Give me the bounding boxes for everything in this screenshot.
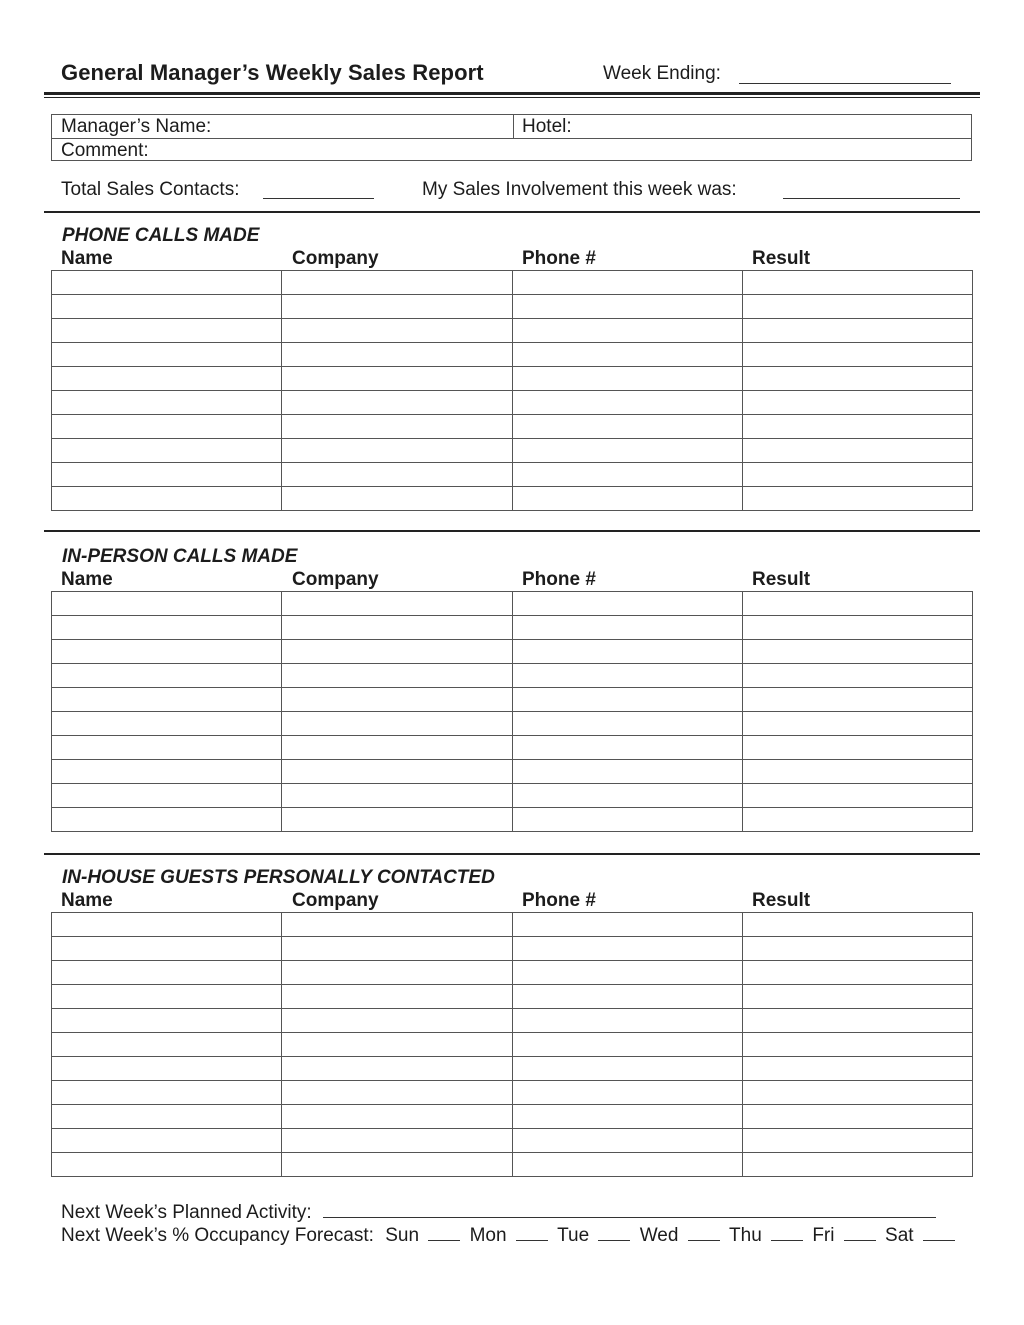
table-cell[interactable]: [742, 1057, 972, 1081]
table-cell[interactable]: [282, 1153, 512, 1177]
table-row: [52, 961, 973, 985]
table-cell[interactable]: [742, 937, 972, 961]
table-cell[interactable]: [282, 319, 512, 343]
table-cell[interactable]: [512, 784, 742, 808]
table-cell[interactable]: [282, 1057, 512, 1081]
table-cell[interactable]: [512, 271, 742, 295]
table-row: [52, 367, 973, 391]
table-row: [52, 616, 973, 640]
forecast-field-fri[interactable]: [844, 1223, 876, 1241]
table-cell[interactable]: [742, 616, 972, 640]
table-cell[interactable]: [282, 688, 512, 712]
table-cell[interactable]: [742, 487, 972, 511]
phone-col-phone: Phone #: [522, 248, 596, 269]
day-label-thu: Thu: [729, 1225, 762, 1246]
table-cell[interactable]: [742, 640, 972, 664]
table-cell[interactable]: [52, 463, 282, 487]
table-row: [52, 487, 973, 511]
table-cell[interactable]: [52, 1129, 282, 1153]
forecast-field-tue[interactable]: [598, 1223, 630, 1241]
table-cell[interactable]: [282, 487, 512, 511]
table-row: [52, 1081, 973, 1105]
table-cell[interactable]: [282, 391, 512, 415]
manager-name-field[interactable]: [222, 115, 507, 137]
table-cell[interactable]: [282, 1033, 512, 1057]
phone-calls-table: [51, 270, 973, 511]
table-cell[interactable]: [742, 391, 972, 415]
day-label-tue: Tue: [557, 1225, 590, 1246]
table-row: [52, 664, 973, 688]
table-cell[interactable]: [512, 985, 742, 1009]
table-row: [52, 985, 973, 1009]
table-cell[interactable]: [282, 367, 512, 391]
table-cell[interactable]: [512, 664, 742, 688]
table-cell[interactable]: [282, 913, 512, 937]
table-cell[interactable]: [52, 592, 282, 616]
phone-col-result: Result: [752, 248, 811, 269]
phone-col-company: Company: [292, 248, 379, 269]
table-cell[interactable]: [282, 271, 512, 295]
table-cell[interactable]: [52, 664, 282, 688]
table-cell[interactable]: [52, 271, 282, 295]
table-row: [52, 688, 973, 712]
in-person-col-name: Name: [61, 569, 113, 590]
table-cell[interactable]: [52, 985, 282, 1009]
table-cell[interactable]: [742, 271, 972, 295]
manager-name-label: Manager’s Name:: [61, 116, 212, 137]
section-title-in-house-guests: IN-HOUSE GUESTS PERSONALLY CONTACTED: [62, 867, 495, 888]
table-cell[interactable]: [282, 343, 512, 367]
in-person-col-result: Result: [752, 569, 811, 590]
table-cell[interactable]: [512, 295, 742, 319]
table-cell[interactable]: [742, 736, 972, 760]
table-cell[interactable]: [282, 415, 512, 439]
table-cell[interactable]: [742, 1081, 972, 1105]
table-cell[interactable]: [52, 1033, 282, 1057]
table-row: [52, 913, 973, 937]
section-rule-1: [44, 211, 980, 213]
in-house-guests-table: [51, 912, 973, 1177]
table-row: [52, 319, 973, 343]
table-cell[interactable]: [52, 784, 282, 808]
hotel-field[interactable]: [582, 115, 967, 137]
table-cell[interactable]: [52, 913, 282, 937]
table-row: [52, 1153, 973, 1177]
forecast-field-thu[interactable]: [771, 1223, 803, 1241]
table-cell[interactable]: [742, 1153, 972, 1177]
table-cell[interactable]: [512, 439, 742, 463]
table-cell[interactable]: [282, 985, 512, 1009]
table-cell[interactable]: [742, 343, 972, 367]
table-cell[interactable]: [52, 319, 282, 343]
day-label-fri: Fri: [812, 1225, 835, 1246]
table-row: [52, 937, 973, 961]
page-title: General Manager’s Weekly Sales Report: [61, 60, 484, 85]
table-cell[interactable]: [52, 439, 282, 463]
table-cell[interactable]: [742, 463, 972, 487]
sales-involvement-label: My Sales Involvement this week was:: [422, 179, 737, 200]
table-cell[interactable]: [512, 415, 742, 439]
table-cell[interactable]: [282, 808, 512, 832]
table-cell[interactable]: [282, 1009, 512, 1033]
table-cell[interactable]: [52, 640, 282, 664]
table-cell[interactable]: [282, 295, 512, 319]
table-cell[interactable]: [512, 367, 742, 391]
planned-activity-line: [61, 1200, 936, 1224]
table-cell[interactable]: [742, 415, 972, 439]
table-row: [52, 736, 973, 760]
day-label-sat: Sat: [885, 1225, 914, 1246]
table-cell[interactable]: [512, 487, 742, 511]
table-cell[interactable]: [512, 1033, 742, 1057]
table-cell[interactable]: [52, 808, 282, 832]
table-cell[interactable]: [282, 961, 512, 985]
table-cell[interactable]: [512, 937, 742, 961]
table-cell[interactable]: [52, 961, 282, 985]
table-row: [52, 1105, 973, 1129]
table-cell[interactable]: [52, 712, 282, 736]
table-cell[interactable]: [742, 784, 972, 808]
table-cell[interactable]: [52, 1081, 282, 1105]
table-cell[interactable]: [742, 664, 972, 688]
sales-involvement-field[interactable]: [783, 198, 960, 199]
in-person-calls-table: [51, 591, 973, 832]
info-column-divider: [513, 115, 514, 138]
table-cell[interactable]: [512, 760, 742, 784]
table-cell[interactable]: [512, 808, 742, 832]
hotel-label: Hotel:: [522, 116, 572, 137]
section-title-phone-calls: PHONE CALLS MADE: [62, 225, 260, 246]
table-cell[interactable]: [742, 439, 972, 463]
occupancy-forecast-label: Next Week’s % Occupancy Forecast:: [61, 1225, 374, 1246]
planned-activity-field[interactable]: [323, 1200, 936, 1218]
forecast-field-sat[interactable]: [923, 1223, 955, 1241]
table-cell[interactable]: [742, 1033, 972, 1057]
table-cell[interactable]: [742, 808, 972, 832]
table-cell[interactable]: [512, 640, 742, 664]
table-cell[interactable]: [512, 688, 742, 712]
table-cell[interactable]: [512, 592, 742, 616]
table-row: [52, 1009, 973, 1033]
week-ending-label: Week Ending:: [603, 63, 721, 84]
table-cell[interactable]: [52, 1057, 282, 1081]
table-cell[interactable]: [282, 712, 512, 736]
table-cell[interactable]: [742, 295, 972, 319]
table-cell[interactable]: [282, 1129, 512, 1153]
day-label-mon: Mon: [469, 1225, 507, 1246]
table-cell[interactable]: [512, 913, 742, 937]
table-cell[interactable]: [742, 760, 972, 784]
table-cell[interactable]: [512, 1153, 742, 1177]
table-cell[interactable]: [512, 961, 742, 985]
table-cell[interactable]: [52, 937, 282, 961]
comment-label: Comment:: [61, 140, 149, 161]
table-row: [52, 271, 973, 295]
table-cell[interactable]: [742, 592, 972, 616]
table-row: [52, 808, 973, 832]
table-cell[interactable]: [512, 391, 742, 415]
table-cell[interactable]: [52, 1009, 282, 1033]
table-cell[interactable]: [742, 985, 972, 1009]
in-house-col-name: Name: [61, 890, 113, 911]
table-cell[interactable]: [282, 1081, 512, 1105]
in-person-col-phone: Phone #: [522, 569, 596, 590]
table-cell[interactable]: [512, 712, 742, 736]
table-cell[interactable]: [742, 913, 972, 937]
table-row: [52, 295, 973, 319]
table-cell[interactable]: [282, 616, 512, 640]
table-cell[interactable]: [282, 463, 512, 487]
table-row: [52, 640, 973, 664]
in-house-col-result: Result: [752, 890, 811, 911]
in-house-col-phone: Phone #: [522, 890, 596, 911]
table-cell[interactable]: [512, 1105, 742, 1129]
table-cell[interactable]: [742, 1105, 972, 1129]
table-row: [52, 1057, 973, 1081]
table-row: [52, 1129, 973, 1153]
table-cell[interactable]: [52, 367, 282, 391]
table-cell[interactable]: [52, 391, 282, 415]
table-cell[interactable]: [52, 1153, 282, 1177]
week-ending-field[interactable]: [739, 83, 951, 84]
table-cell[interactable]: [512, 1009, 742, 1033]
table-row: [52, 592, 973, 616]
total-sales-contacts-field[interactable]: [263, 198, 374, 199]
forecast-field-sun[interactable]: [428, 1223, 460, 1241]
table-cell[interactable]: [282, 1105, 512, 1129]
table-cell[interactable]: [282, 784, 512, 808]
table-cell[interactable]: [52, 1105, 282, 1129]
table-cell[interactable]: [512, 1081, 742, 1105]
table-cell[interactable]: [282, 760, 512, 784]
table-cell[interactable]: [512, 463, 742, 487]
forecast-field-wed[interactable]: [688, 1223, 720, 1241]
planned-activity-label: Next Week’s Planned Activity:: [61, 1202, 312, 1223]
table-row: [52, 439, 973, 463]
table-row: [52, 712, 973, 736]
table-cell[interactable]: [282, 439, 512, 463]
header-rule-thick: [44, 92, 980, 95]
table-cell[interactable]: [512, 616, 742, 640]
forecast-field-mon[interactable]: [516, 1223, 548, 1241]
table-cell[interactable]: [742, 1009, 972, 1033]
table-row: [52, 343, 973, 367]
table-cell[interactable]: [512, 736, 742, 760]
table-cell[interactable]: [512, 343, 742, 367]
day-label-wed: Wed: [639, 1225, 679, 1246]
table-cell[interactable]: [742, 712, 972, 736]
table-cell[interactable]: [282, 736, 512, 760]
table-cell[interactable]: [52, 415, 282, 439]
table-row: [52, 784, 973, 808]
table-cell[interactable]: [52, 487, 282, 511]
table-cell[interactable]: [742, 961, 972, 985]
table-cell[interactable]: [742, 1129, 972, 1153]
table-cell[interactable]: [52, 295, 282, 319]
table-cell[interactable]: [282, 664, 512, 688]
table-cell[interactable]: [52, 343, 282, 367]
table-row: [52, 1033, 973, 1057]
day-label-sun: Sun: [385, 1225, 420, 1246]
table-cell[interactable]: [742, 319, 972, 343]
table-cell[interactable]: [742, 688, 972, 712]
section-title-in-person-calls: IN-PERSON CALLS MADE: [62, 546, 298, 567]
total-sales-contacts-label: Total Sales Contacts:: [61, 179, 240, 200]
table-row: [52, 463, 973, 487]
table-cell[interactable]: [512, 319, 742, 343]
table-cell[interactable]: [742, 367, 972, 391]
table-cell[interactable]: [52, 616, 282, 640]
table-cell[interactable]: [282, 640, 512, 664]
section-rule-2: [44, 530, 980, 532]
header-rule-thin: [44, 97, 980, 98]
table-cell[interactable]: [52, 688, 282, 712]
in-person-col-company: Company: [292, 569, 379, 590]
manager-info-box: [51, 114, 972, 161]
table-cell[interactable]: [52, 736, 282, 760]
table-cell[interactable]: [282, 592, 512, 616]
table-row: [52, 760, 973, 784]
table-cell[interactable]: [52, 760, 282, 784]
table-cell[interactable]: [282, 937, 512, 961]
table-row: [52, 391, 973, 415]
comment-field[interactable]: [162, 139, 967, 160]
table-row: [52, 415, 973, 439]
table-cell[interactable]: [512, 1057, 742, 1081]
in-house-col-company: Company: [292, 890, 379, 911]
table-cell[interactable]: [512, 1129, 742, 1153]
phone-col-name: Name: [61, 248, 113, 269]
occupancy-forecast-line: [61, 1223, 955, 1247]
section-rule-3: [44, 853, 980, 855]
